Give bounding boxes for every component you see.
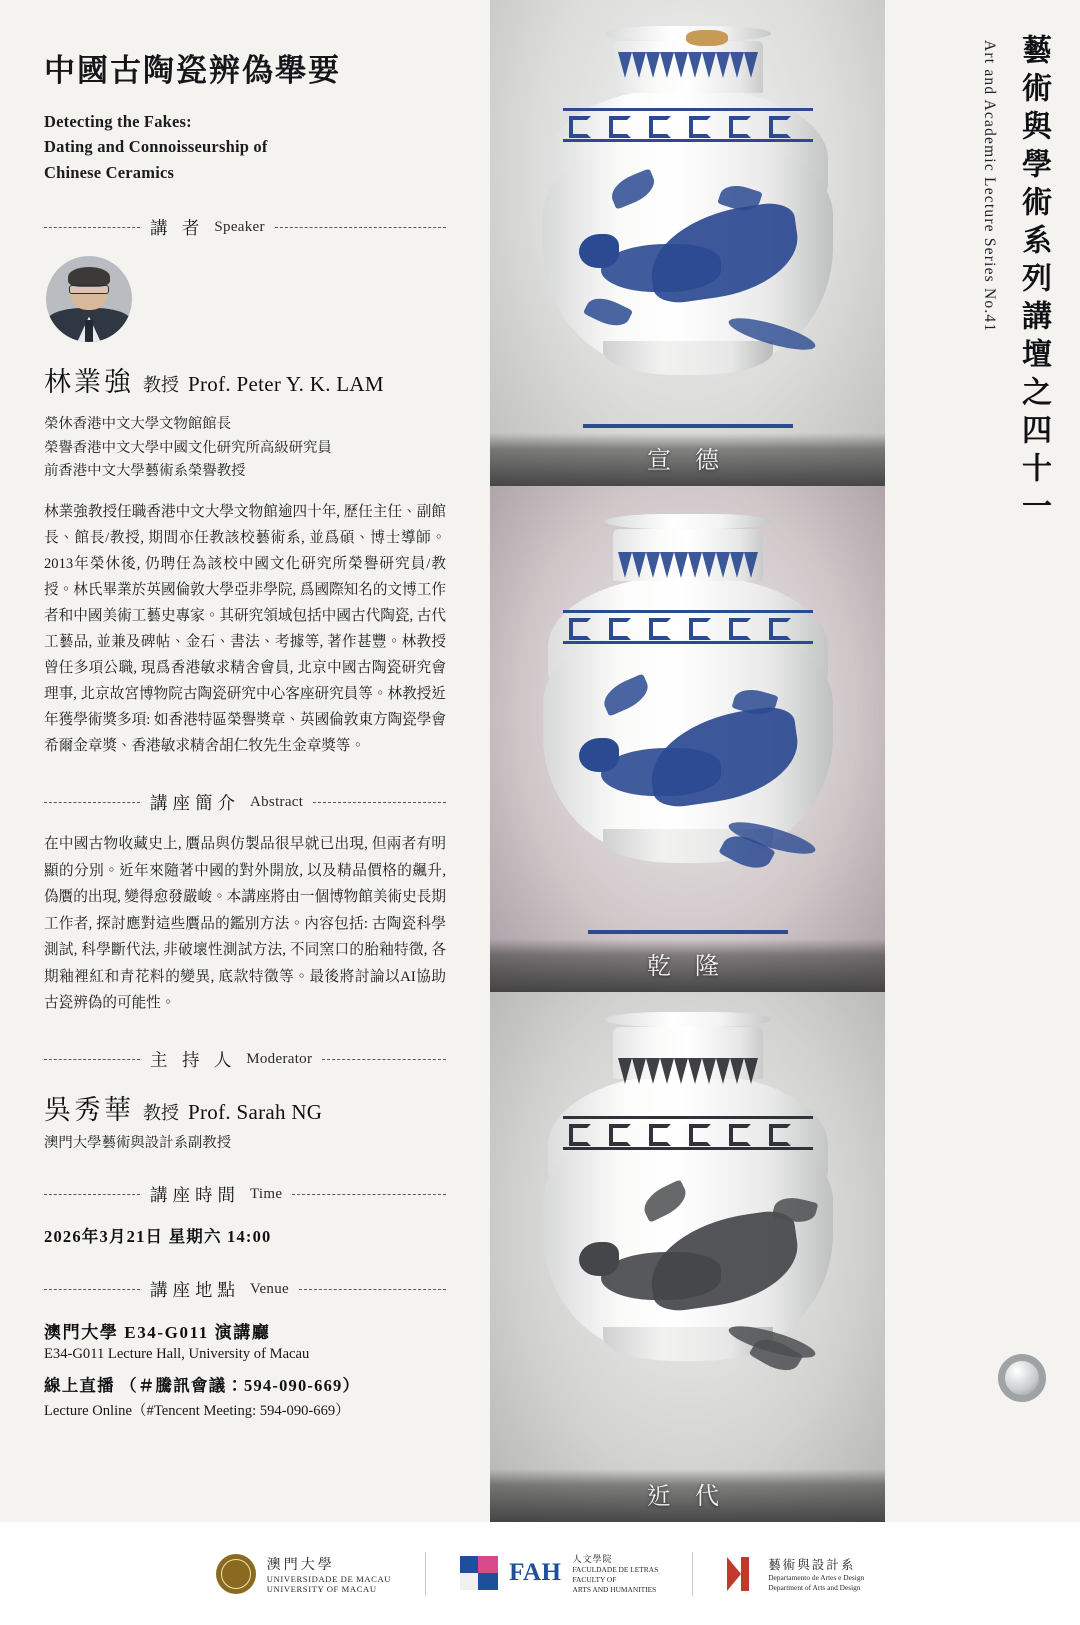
petal-band bbox=[613, 1058, 763, 1084]
fah-name-cn: 人文學院 bbox=[572, 1554, 613, 1565]
phoenix-head bbox=[579, 234, 619, 268]
fret-unit bbox=[689, 618, 711, 640]
fret-unit bbox=[609, 618, 631, 640]
um-logo-text bbox=[267, 1554, 391, 1594]
phoenix-body bbox=[601, 748, 721, 796]
fret-unit bbox=[769, 116, 791, 138]
speaker-name bbox=[44, 360, 446, 399]
petal bbox=[674, 1058, 688, 1084]
petal bbox=[632, 1058, 646, 1084]
section-header-moderator bbox=[44, 1047, 446, 1072]
dragon-head bbox=[579, 1242, 619, 1276]
petal bbox=[688, 52, 702, 78]
event-datetime: 2026年3月21日 星期六 14:00 bbox=[44, 1226, 272, 1246]
fret-unit bbox=[649, 116, 671, 138]
petal bbox=[730, 52, 744, 78]
petal bbox=[646, 1058, 660, 1084]
foot-band bbox=[588, 930, 788, 934]
moderator-name-en: Prof. Sarah NG bbox=[188, 1099, 323, 1124]
section-label-en: Venue bbox=[250, 1280, 289, 1297]
petal bbox=[744, 52, 758, 78]
abstract-text: 在中國古物收藏史上, 贋品與仿製品很早就已出現, 但兩者有明顯的分別。近年來隨著中國的對外開放, 以及精品價格的飆升, 偽贋的出現, 變得愈發嚴峻。本講座將由一個博物館美術史長期工作者, 探討應對這些贋品的鑑別方法。內容包括: 古陶瓷科學測試, 科學斷代法, 非破壞性測試方法, 不同窯口的胎釉特徵, 各期釉裡紅和青花料的變異, 底款特徵等。最後將討論以AI協助古瓷辨偽的可能性。 bbox=[44, 836, 446, 1012]
fret-unit bbox=[649, 618, 671, 640]
online-stream-chinese: 線上直播 （＃騰訊會議：594-090-669） bbox=[44, 1375, 361, 1395]
um-name-cn: 澳門大學 bbox=[266, 1557, 335, 1573]
vase-caption: 乾 隆 bbox=[490, 939, 885, 992]
vase-photo-modern bbox=[490, 992, 885, 1522]
section-label-cn: 講座時間 bbox=[150, 1184, 240, 1205]
page-title-chinese: 中國古陶瓷辨偽舉要 bbox=[44, 53, 341, 88]
online-stream-english: Lecture Online（#Tencent Meeting: 594-090-669） bbox=[44, 1402, 350, 1419]
um-name-en: UNIVERSITY OF MACAU bbox=[266, 1583, 377, 1594]
fah-name-pt: FACULDADE DE LETRAS bbox=[572, 1565, 659, 1575]
speaker-affiliation-line-2: 榮譽香港中文大學中國文化研究所高級研究員 bbox=[44, 439, 332, 456]
footer-logos bbox=[0, 1522, 1080, 1625]
fah-logo-text bbox=[573, 1552, 659, 1595]
moderator-name-cn: 吳秀華 bbox=[44, 1094, 134, 1125]
petal bbox=[660, 52, 674, 78]
vase-caption: 宣 德 bbox=[490, 433, 885, 486]
divider-dash-right bbox=[313, 802, 446, 803]
phoenix-body bbox=[601, 244, 721, 292]
section-header-venue bbox=[44, 1277, 446, 1302]
dad-name-cn: 藝術與設計系 bbox=[768, 1557, 856, 1572]
speaker-avatar bbox=[46, 256, 132, 342]
section-label-cn: 講座地點 bbox=[150, 1279, 240, 1300]
divider-dash-right bbox=[322, 1059, 446, 1060]
section-header-abstract bbox=[44, 790, 446, 815]
title-en-line-2: Dating and Connoisseurship of bbox=[44, 137, 268, 157]
avatar-hair bbox=[68, 267, 110, 287]
speaker-name-en: Prof. Peter Y. K. LAM bbox=[188, 372, 384, 397]
speaker-affiliation bbox=[44, 413, 446, 483]
footer-divider bbox=[692, 1552, 693, 1596]
divider-dash-right bbox=[275, 227, 446, 228]
petal bbox=[618, 552, 632, 578]
vase-photo-qianlong bbox=[490, 486, 885, 992]
logo-department-of-arts-and-design bbox=[727, 1555, 864, 1593]
petal bbox=[702, 52, 716, 78]
title-en-line-3: Chinese Ceramics bbox=[44, 162, 175, 182]
divider-dash-left bbox=[44, 1059, 140, 1060]
petal bbox=[730, 552, 744, 578]
petal bbox=[702, 1058, 716, 1084]
petal bbox=[646, 52, 660, 78]
section-label-en: Abstract bbox=[250, 794, 304, 811]
series-title-english: Art and Academic Lecture Series No.41 bbox=[981, 40, 998, 333]
petal-band bbox=[613, 52, 763, 78]
fret-unit bbox=[609, 116, 631, 138]
section-label-cn: 講 者 bbox=[150, 218, 205, 239]
section-label-en: Time bbox=[250, 1185, 283, 1202]
petal bbox=[674, 552, 688, 578]
section-label-cn: 主 持 人 bbox=[150, 1049, 237, 1070]
foot-band bbox=[583, 424, 793, 428]
venue-chinese: 澳門大學 E34-G011 演講廳 bbox=[44, 1322, 271, 1342]
fah-block bbox=[460, 1573, 478, 1590]
moderator-name bbox=[44, 1088, 446, 1127]
fah-name-en-1: FACULTY OF bbox=[572, 1575, 617, 1584]
petal bbox=[618, 52, 632, 78]
divider-dash-left bbox=[44, 227, 140, 228]
glasses-icon bbox=[69, 285, 109, 294]
key-fret-band bbox=[563, 1116, 813, 1150]
series-column bbox=[885, 0, 1080, 1522]
petal-band bbox=[613, 552, 763, 578]
petal bbox=[632, 552, 646, 578]
speaker-name-title: 教授 bbox=[143, 375, 179, 396]
dad-bar bbox=[741, 1557, 749, 1591]
fah-abbreviation: FAH bbox=[509, 1559, 562, 1587]
petal bbox=[674, 52, 688, 78]
fah-block bbox=[460, 1556, 478, 1573]
fret-unit bbox=[729, 1124, 751, 1146]
vase-photo-xuande bbox=[490, 0, 885, 486]
logo-faculty-of-arts-and-humanities bbox=[460, 1552, 658, 1595]
section-label-en: Moderator bbox=[246, 1050, 313, 1067]
dad-name-en: Department of Arts and Design bbox=[768, 1582, 861, 1592]
section-header-speaker bbox=[44, 215, 446, 240]
petal bbox=[660, 1058, 674, 1084]
speaker-biography: 林業強教授任職香港中文大學文物館逾四十年, 歷任主任、副館長、館長/教授, 期間亦任教該校藝術系, 並爲碩、博士導師。2013年榮休後, 仍聘任為該校中國文化研究所榮譽研究員/教授。林氏畢業於英國倫敦大學亞非學院, 爲國際知名的文博工作者和中國美術工藝史專家。其研究領域包括中國古代陶瓷, 古代工藝品, 並兼及碑帖、金石、書法、考據等, 著作甚豐。林教授曾任多項公職, 現爲香港敏求精舍會員, 北京中國古陶瓷研究會理事, 北京故宮博物院古陶瓷研究中心客座研究員等。林教授近年獲學術獎多項: 如香港特區榮譽獎章、英國倫敦東方陶瓷學會希爾金章獎、香港敏求精舍胡仁牧先生金章獎等。 bbox=[44, 504, 446, 755]
divider-dash-right bbox=[299, 1289, 446, 1290]
fret-unit bbox=[569, 1124, 591, 1146]
phoenix-motif bbox=[573, 200, 803, 350]
petal bbox=[744, 1058, 758, 1084]
petal bbox=[618, 1058, 632, 1084]
petal bbox=[716, 552, 730, 578]
speaker-affiliation-line-1: 榮休香港中文大學文物館館長 bbox=[44, 416, 232, 433]
fret-unit bbox=[609, 1124, 631, 1146]
fret-unit bbox=[569, 618, 591, 640]
petal bbox=[744, 552, 758, 578]
section-header-time bbox=[44, 1182, 446, 1207]
dragon-body bbox=[601, 1252, 721, 1300]
fret-unit bbox=[729, 116, 751, 138]
petal bbox=[688, 1058, 702, 1084]
fah-block bbox=[478, 1556, 498, 1573]
avatar-tie bbox=[85, 320, 93, 342]
fret-unit bbox=[689, 116, 711, 138]
key-fret-band bbox=[563, 108, 813, 142]
series-title-chinese: 藝術與學術系列講壇之四十一 bbox=[1017, 34, 1050, 528]
petal bbox=[730, 1058, 744, 1084]
moderator-affiliation: 澳門大學藝術與設計系副教授 bbox=[44, 1134, 232, 1151]
petal bbox=[688, 552, 702, 578]
dad-mark-icon bbox=[727, 1557, 757, 1591]
section-label-en: Speaker bbox=[214, 219, 265, 236]
divider-dash-left bbox=[44, 802, 140, 803]
fah-name-en-2: ARTS AND HUMANITIES bbox=[572, 1584, 657, 1594]
um-seal-icon bbox=[216, 1554, 256, 1594]
fret-unit bbox=[569, 116, 591, 138]
petal bbox=[646, 552, 660, 578]
petal bbox=[632, 52, 646, 78]
petal bbox=[716, 52, 730, 78]
logo-university-of-macau bbox=[216, 1554, 391, 1594]
title-en-line-1: Detecting the Fakes: bbox=[44, 111, 192, 131]
page-title-english bbox=[44, 109, 446, 186]
speaker-name-cn: 林業強 bbox=[44, 367, 134, 398]
vase-caption: 近 代 bbox=[490, 1469, 885, 1522]
ring-ornament-icon bbox=[998, 1354, 1046, 1402]
fret-unit bbox=[729, 618, 751, 640]
footer-divider bbox=[425, 1552, 426, 1596]
vase-mouth bbox=[605, 1012, 771, 1027]
dragon-motif bbox=[573, 1208, 803, 1358]
petal bbox=[716, 1058, 730, 1084]
fah-block bbox=[478, 1573, 498, 1590]
vase-image-column bbox=[490, 0, 885, 1522]
fah-mark-icon bbox=[460, 1556, 498, 1590]
key-fret-band bbox=[563, 610, 813, 644]
phoenix-motif bbox=[573, 704, 803, 854]
moderator-name-title: 教授 bbox=[143, 1102, 179, 1123]
fret-unit bbox=[649, 1124, 671, 1146]
text-column bbox=[0, 0, 490, 1522]
speaker-affiliation-line-3: 前香港中文大學藝術系榮譽教授 bbox=[44, 463, 246, 480]
vase-mouth bbox=[605, 514, 771, 529]
fret-unit bbox=[769, 618, 791, 640]
divider-dash-left bbox=[44, 1194, 140, 1195]
divider-dash-left bbox=[44, 1289, 140, 1290]
dad-name-pt: Departamento de Artes e Design bbox=[768, 1572, 865, 1582]
dad-triangle bbox=[727, 1557, 741, 1591]
dad-logo-text bbox=[768, 1555, 864, 1593]
vase-illustration bbox=[538, 1012, 838, 1361]
divider-dash-right bbox=[292, 1194, 446, 1195]
fret-unit bbox=[689, 1124, 711, 1146]
petal bbox=[660, 552, 674, 578]
venue-english: E34-G011 Lecture Hall, University of Macau bbox=[44, 1345, 310, 1362]
section-label-cn: 講座簡介 bbox=[150, 793, 240, 814]
phoenix-head bbox=[579, 738, 619, 772]
um-name-pt: UNIVERSIDADE DE MACAU bbox=[266, 1573, 392, 1584]
petal bbox=[702, 552, 716, 578]
fret-unit bbox=[769, 1124, 791, 1146]
rim-chip bbox=[686, 30, 728, 46]
